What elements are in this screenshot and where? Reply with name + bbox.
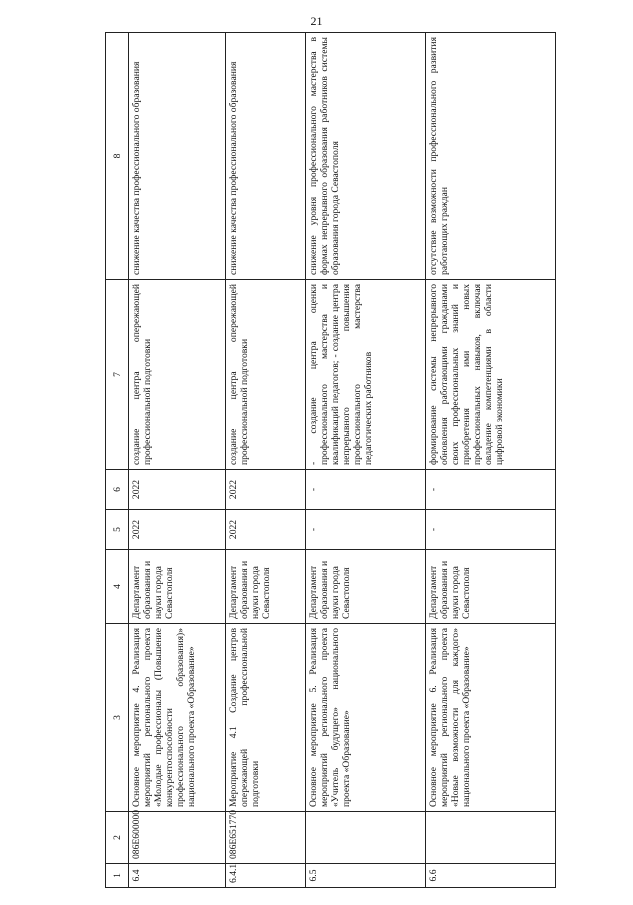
row-id: 6.4 [129,864,226,888]
row-start: - [306,510,426,550]
rotated-table-container [105,33,540,888]
row-id: 6.5 [306,864,426,888]
header-row [106,33,129,888]
row-end: - [426,470,556,510]
row-result: формирование системы непрерывного обновления работающими гражданами своих профессиональных знаний и приобретения ими новых профессиональных навыков, включая овладение компетенциями в области цифровой экономики [426,280,556,470]
row-consequence: снижение качества профессионального образования [226,33,306,280]
row-executor: Департамент образования и науки города Севастополя [226,550,306,624]
row-id: 6.6 [426,864,556,888]
row-start: 2022 [129,510,226,550]
row-code: 086Е600000 [129,812,226,864]
row-end: 2022 [129,470,226,510]
measures-table [105,32,556,888]
row-measure: Мероприятие 4.1 Создание центров опережающей профессиональной подготовки [226,624,306,812]
row-measure: Основное мероприятие 4. Реализация мероприятий регионального проекта «Молодые профессионалы (Повышение конкурентоспособности профессионального образования)» национального проекта «Образование» [129,624,226,812]
row-code: 086Е651770 [226,812,306,864]
row-measure: Основное мероприятие 6. Реализация мероприятий регионального проекта «Новые возможности для каждого» национального проекта «Образование» [426,624,556,812]
row-consequence: снижение качества профессионального образования [129,33,226,280]
row-measure: Основное мероприятие 5. Реализация мероприятий регионального проекта «Учитель будущего» национального проекта «Образование» [306,624,426,812]
table-row [306,33,426,888]
row-start: - [426,510,556,550]
table-row [129,33,226,888]
page-number: 21 [310,14,323,28]
table-row [426,33,556,888]
column-header-2: 2 [106,812,129,864]
row-result: - создание центра оценки профессионального мастерства и квалификаций педагогов; - создание центра непрерывного повышения профессионального мастерства педагогических работников [306,280,426,470]
column-header-5: 5 [106,510,129,550]
row-code [426,812,556,864]
row-consequence: отсутствие возможности профессионального развития работающих граждан [426,33,556,280]
row-end: 2022 [226,470,306,510]
column-header-6: 6 [106,470,129,510]
row-executor: Департамент образования и науки города Севастополя [306,550,426,624]
row-executor: Департамент образования и науки города Севастополя [129,550,226,624]
row-result: создание центра опережающей профессиональной подготовки [129,280,226,470]
column-header-3: 3 [106,624,129,812]
row-executor: Департамент образования и науки города Севастополя [426,550,556,624]
column-header-1: 1 [106,864,129,888]
row-start: 2022 [226,510,306,550]
table-row [226,33,306,888]
row-end: - [306,470,426,510]
row-code [306,812,426,864]
column-header-7: 7 [106,280,129,470]
row-id: 6.4.1 [226,864,306,888]
column-header-8: 8 [106,33,129,280]
row-consequence: снижение уровня профессионального мастерства в формах непрерывного образования работников системы образования города Севастополя [306,33,426,280]
row-result: создание центра опережающей профессиональной подготовки [226,280,306,470]
column-header-4: 4 [106,550,129,624]
